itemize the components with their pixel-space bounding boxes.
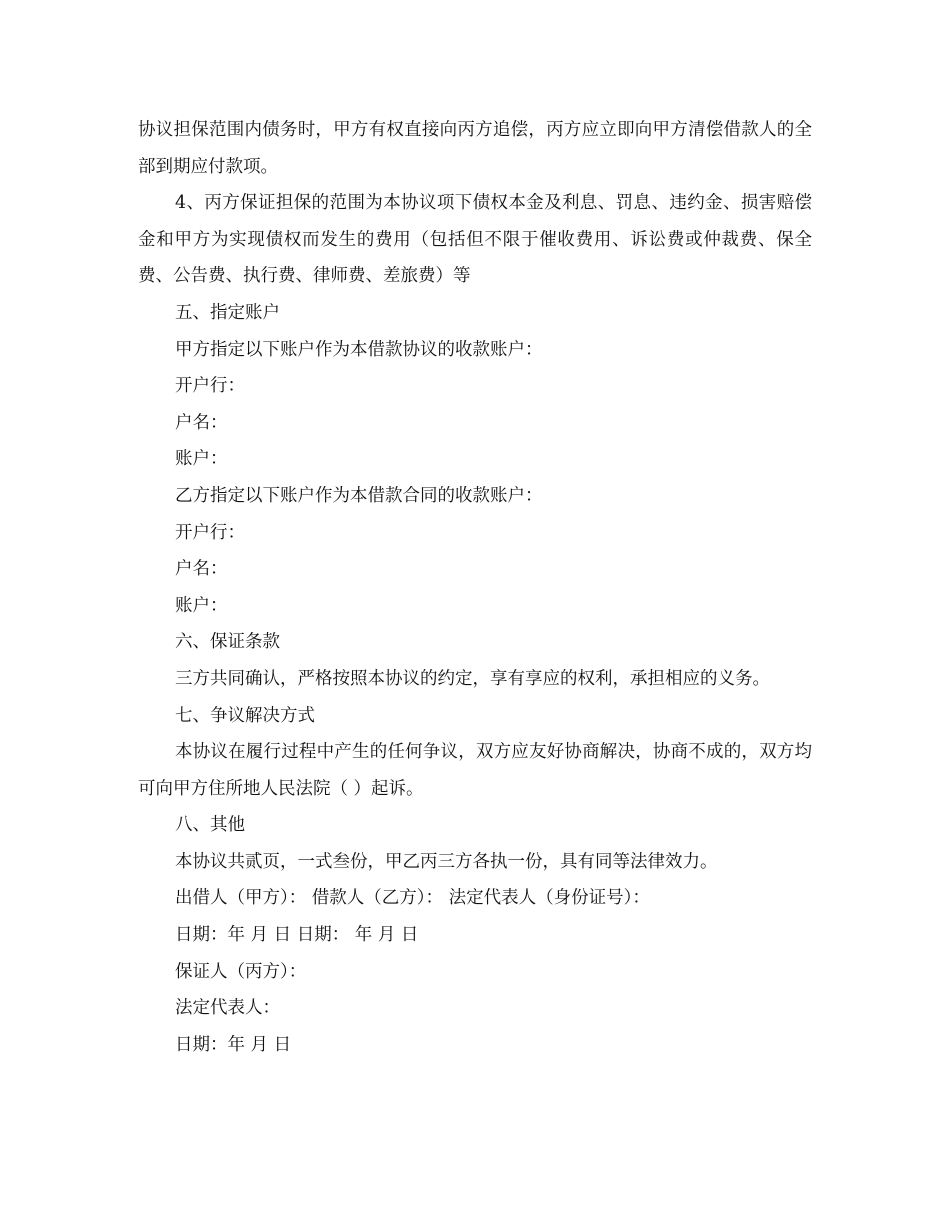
signature-guarantor-date-line: 日期：年 月 日 xyxy=(175,1034,292,1055)
paragraph-guarantee-scope: 4、丙方保证担保的范围为本协议项下债权本金及利息、罚息、违约金、损害赔偿金和甲方为实现债权而发生的费用（包括但不限于催收费用、诉讼费或仲裁费、保全费、公告费、执行费、律师费、差旅费）等 xyxy=(138,193,812,287)
signature-parties-line: 出借人（甲方）： 借款人（乙方）： 法定代表人（身份证号）： xyxy=(175,888,650,909)
paragraph-dispute-resolution: 本协议在履行过程中产生的任何争议，双方应友好协商解决，协商不成的，双方均可向甲方住所地人民法院（ ）起诉。 xyxy=(138,742,812,799)
paragraph-guarantee-continuation: 协议担保范围内债务时，甲方有权直接向丙方追偿，丙方应立即向甲方清偿借款人的全部到期应付款项。 xyxy=(138,120,812,177)
field-party-a-bank: 开户行： xyxy=(175,376,245,397)
section-heading-other: 八、其他 xyxy=(175,815,245,836)
section-heading-designated-account: 五、指定账户 xyxy=(175,302,280,323)
field-party-a-account-name: 户名： xyxy=(175,412,228,433)
section-heading-guarantee-terms: 六、保证条款 xyxy=(175,632,280,653)
section-heading-dispute-resolution: 七、争议解决方式 xyxy=(175,705,315,726)
signature-legal-representative-line: 法定代表人： xyxy=(175,998,280,1019)
document-page xyxy=(138,112,812,1063)
paragraph-copies: 本协议共贰页，一式叁份，甲乙丙三方各执一份，具有同等法律效力。 xyxy=(175,851,718,872)
signature-dates-line: 日期：年 月 日 日期： 年 月 日 xyxy=(175,925,419,946)
field-party-b-account-name: 户名： xyxy=(175,559,228,580)
field-party-b-account-number: 账户： xyxy=(175,595,228,616)
field-party-a-account-number: 账户： xyxy=(175,449,228,470)
paragraph-party-b-account-intro: 乙方指定以下账户作为本借款合同的收款账户： xyxy=(175,485,543,506)
field-party-b-bank: 开户行： xyxy=(175,522,245,543)
paragraph-guarantee-terms: 三方共同确认，严格按照本协议的约定，享有享应的权利，承担相应的义务。 xyxy=(175,668,770,689)
paragraph-party-a-account-intro: 甲方指定以下账户作为本借款协议的收款账户： xyxy=(175,339,543,360)
signature-guarantor-line: 保证人（丙方）： xyxy=(175,961,307,982)
